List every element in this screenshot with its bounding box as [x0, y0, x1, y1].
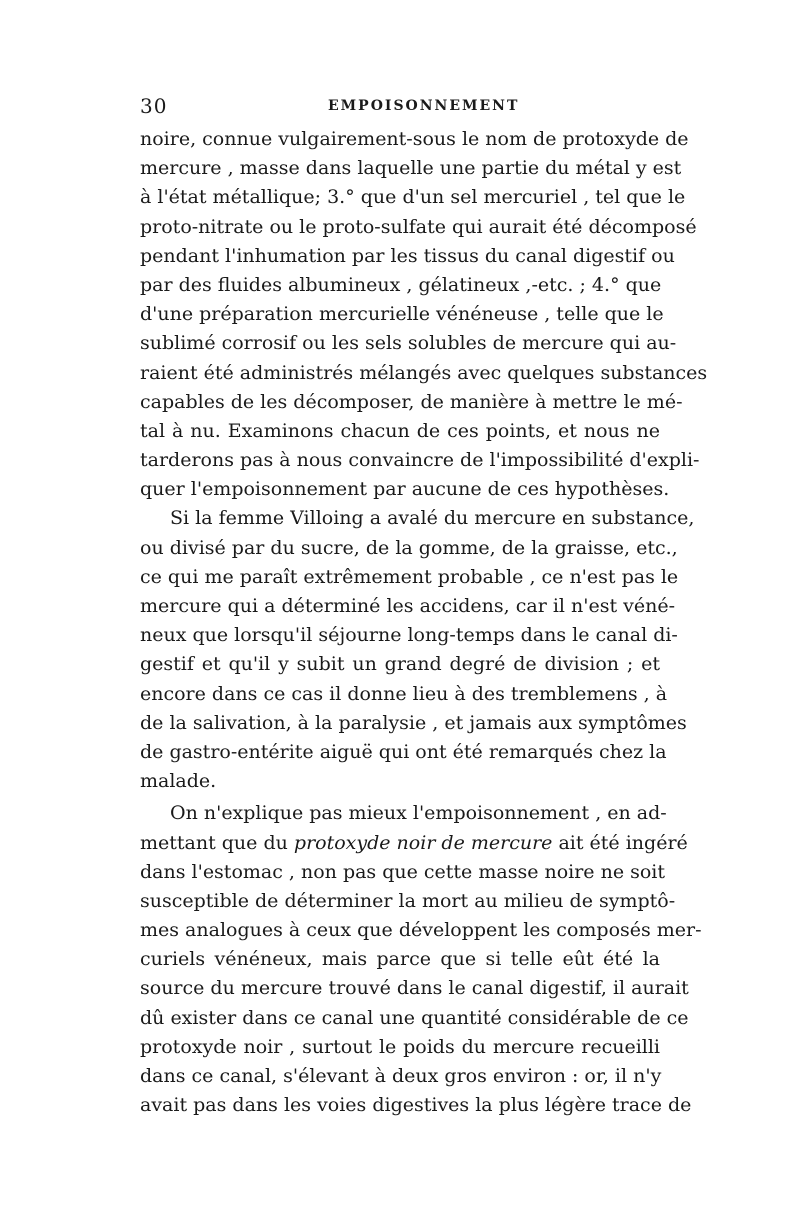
text-segment: ait été ingéré: [552, 831, 688, 854]
text-line: [140, 829, 688, 858]
text-segment: On n'explique pas mieux l'empoisonnement , en ad-: [170, 802, 667, 825]
text-line: [140, 945, 660, 974]
text-line: mercure qui a déterminé les accidens, car il n'est véné-: [140, 595, 676, 617]
page-header: [140, 94, 660, 118]
text-segment: source du mercure trouvé dans le canal digestif, il aurait: [140, 977, 689, 1000]
text-segment: avait pas dans les voies digestives la plus légère trace de: [140, 1094, 692, 1117]
text-line: [140, 1062, 660, 1091]
text-segment: mettant que du: [140, 831, 294, 854]
text-line: d'une préparation mercurielle vénéneuse , telle que le: [140, 303, 664, 326]
text-line: tarderons pas à nous convaincre de l'impossibilité d'expli-: [140, 449, 700, 472]
italic-term: protoxyde noir de mercure: [293, 831, 553, 854]
text-line: encore dans ce cas il donne lieu à des tremblemens , à: [140, 682, 668, 705]
text-line: de la salivation, à la paralysie , et jamais aux symptômes: [140, 711, 687, 734]
text-segment: mes analogues à ceux que développent les composés mer-: [140, 919, 702, 942]
text-line: [140, 858, 666, 887]
text-line: [140, 799, 667, 828]
text-line: neux que lorsqu'il séjourne long-temps dans le canal di-: [140, 624, 678, 647]
text-line: mercure , masse dans laquelle une partie du métal y est: [140, 157, 682, 180]
text-segment: curiels vénéneux, mais parce que si telle eût été la: [140, 948, 660, 971]
text-line: [140, 887, 676, 916]
text-line: gestif et qu'il y subit un grand degré de division ; et: [140, 653, 660, 676]
text-line: sublimé corrosif ou les sels solubles de mercure qui au-: [140, 332, 677, 355]
text-segment: dans l'estomac , non pas que cette masse noire ne soit: [140, 860, 666, 883]
text-line: tal à nu. Examinons chacun de ces points, et nous ne: [140, 419, 660, 442]
text-line: malade.: [140, 770, 217, 793]
text-line: [140, 974, 689, 1003]
text-line: [140, 1091, 692, 1120]
body-text: [140, 125, 708, 1120]
text-line: [140, 916, 702, 945]
text-segment: dans ce canal, s'élevant à deux gros environ : or, il n'y: [140, 1065, 662, 1087]
text-line: pendant l'inhumation par les tissus du canal digestif ou: [140, 244, 675, 267]
page-number: 30: [140, 94, 168, 118]
text-line: capables de les décomposer, de manière à mettre le mé-: [140, 390, 683, 413]
text-line: raient été administrés mélangés avec quelques substances: [140, 361, 708, 384]
text-line: à l'état métallique; 3.° que d'un sel mercuriel , tel que le: [140, 186, 686, 209]
text-line: ce qui me paraît extrêmement probable , ce n'est pas le: [140, 565, 679, 588]
text-line: de gastro-entérite aiguë qui ont été remarqués chez la: [140, 740, 667, 763]
text-line: [140, 1033, 660, 1062]
text-segment: dû exister dans ce canal une quantité considérable de ce: [140, 1006, 689, 1029]
text-segment: susceptible de déterminer la mort au milieu de symptô-: [140, 889, 676, 912]
text-line: quer l'empoisonnement par aucune de ces hypothèses.: [140, 478, 670, 501]
text-line: Si la femme Villoing a avalé du mercure en substance,: [170, 507, 695, 530]
text-line: [140, 1004, 689, 1033]
text-segment: protoxyde noir , surtout le poids du mercure recueilli: [140, 1035, 660, 1058]
running-head: EMPOISONNEMENT: [328, 98, 520, 114]
text-line: ou divisé par du sucre, de la gomme, de la graisse, etc.,: [140, 536, 678, 559]
text-line: proto-nitrate ou le proto-sulfate qui aurait été décomposé: [140, 215, 697, 238]
text-line: noire, connue vulgairement-sous le nom de protoxyde de: [140, 128, 689, 150]
text-line: par des fluides albumineux , gélatineux ,-etc. ; 4.° que: [140, 273, 662, 296]
